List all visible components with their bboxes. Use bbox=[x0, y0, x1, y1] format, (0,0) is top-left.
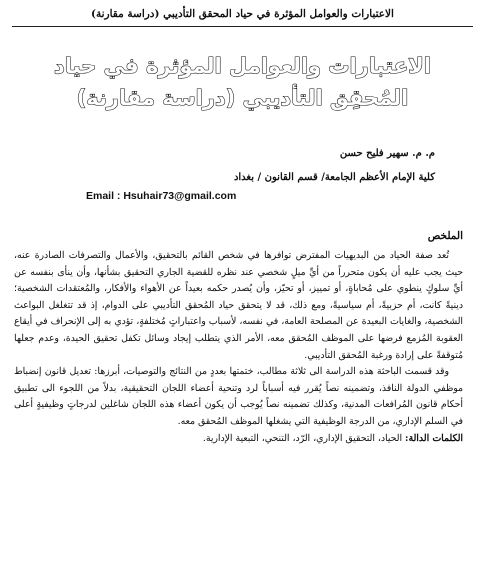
keywords-label: الكلمات الدالة: bbox=[405, 432, 463, 444]
abstract-heading: الملخص bbox=[427, 230, 463, 242]
author-name: م. م. سهير فليح حسن bbox=[339, 148, 435, 159]
abstract-paragraph: تُعد صفة الحياد من البديهيات المفترض توافرها في شخص القائم بالتحقيق، والأعمال والتصرفات الصادرة عنه، حيث يجب عليه أن يكون متحرراً من أيِّ ميلٍ شخصي عند نظره للقضية الجاري التحقيق بشأنها، وأن ينأى بنفسه عن أيِّ سلوكٍ ينطوي على مُحاباةٍ، أو تمييز، أو تحيّز، وأن يُصدر حكمه بعيداً عن الأهواء والأفكار، والمُعتقدات الشخصية؛ دينيةً كانت، أم حزبيةً، أم سياسيةً، ومع ذلك، قد لا يتحقق حياد المُحقق التأديبي على الدوام، إذ قد تتغلغل البواعث الشخصية، والغايات البعيدة عن المصلحة العامة، في نفسه، لأسباب واعتباراتٍ مُختلفةٍ، تؤدي به إلى الإنحراف في أيقاع العقوبة المُزمع فرضها على الموظف المُحقق معه، الأمر الذي يتطلب إيجاد وسائل تكفل تحقيق الحيدة، وعدم جعلها مُتوقفةً على إرادة ورغبة المُحقق التأديبي. bbox=[14, 250, 463, 361]
keywords-text: الحياد، التحقيق الإداري، الرّد، التنحي، التبعية الإدارية. bbox=[202, 432, 403, 444]
author-email: Email : Hsuhair73@gmail.com bbox=[86, 190, 237, 202]
paper-title bbox=[30, 50, 455, 114]
paper-title-line-1: الاعتبارات والعوامل المؤثرة في حياد bbox=[54, 54, 431, 78]
author-affiliation: كلية الإمام الأعظم الجامعة/ قسم القانون / بغداد bbox=[233, 172, 435, 183]
keywords-line bbox=[14, 431, 463, 448]
abstract-paragraph: وقد قسمت الباحثة هذه الدراسة الى ثلاثة مطالب، ختمتها بعددٍ من النتائج والتوصيات، أبرزها: تعديل قانون إنضباط موظفي الدولة النافذ، وتضمينه نصاً يُقرر فيه أسباباً لرد وتنحية أعضاء اللجان التحقيقية، بدلاً من اللجوء الى تطبيق أحكام قانون المُرافعات المدنية، وكذلك تضمينه نصاً يُوجب أن يكون أعضاء هذه اللجان شاغلين لدرجاتٍ وظيفيةٍ أعلى في السلم الإداري، من الدرجة الوظيفية التي يشغلها الموظف المُحقق معه. bbox=[14, 366, 463, 427]
header-rule bbox=[12, 26, 473, 27]
abstract-body bbox=[14, 248, 463, 447]
paper-title-line-2: المُحقِق التأديبي (دراسة مقارنة) bbox=[76, 86, 409, 110]
running-header: الاعتبارات والعوامل المؤثرة في حياد المحقق التأديبي (دراسة مقارنة) bbox=[91, 8, 394, 20]
